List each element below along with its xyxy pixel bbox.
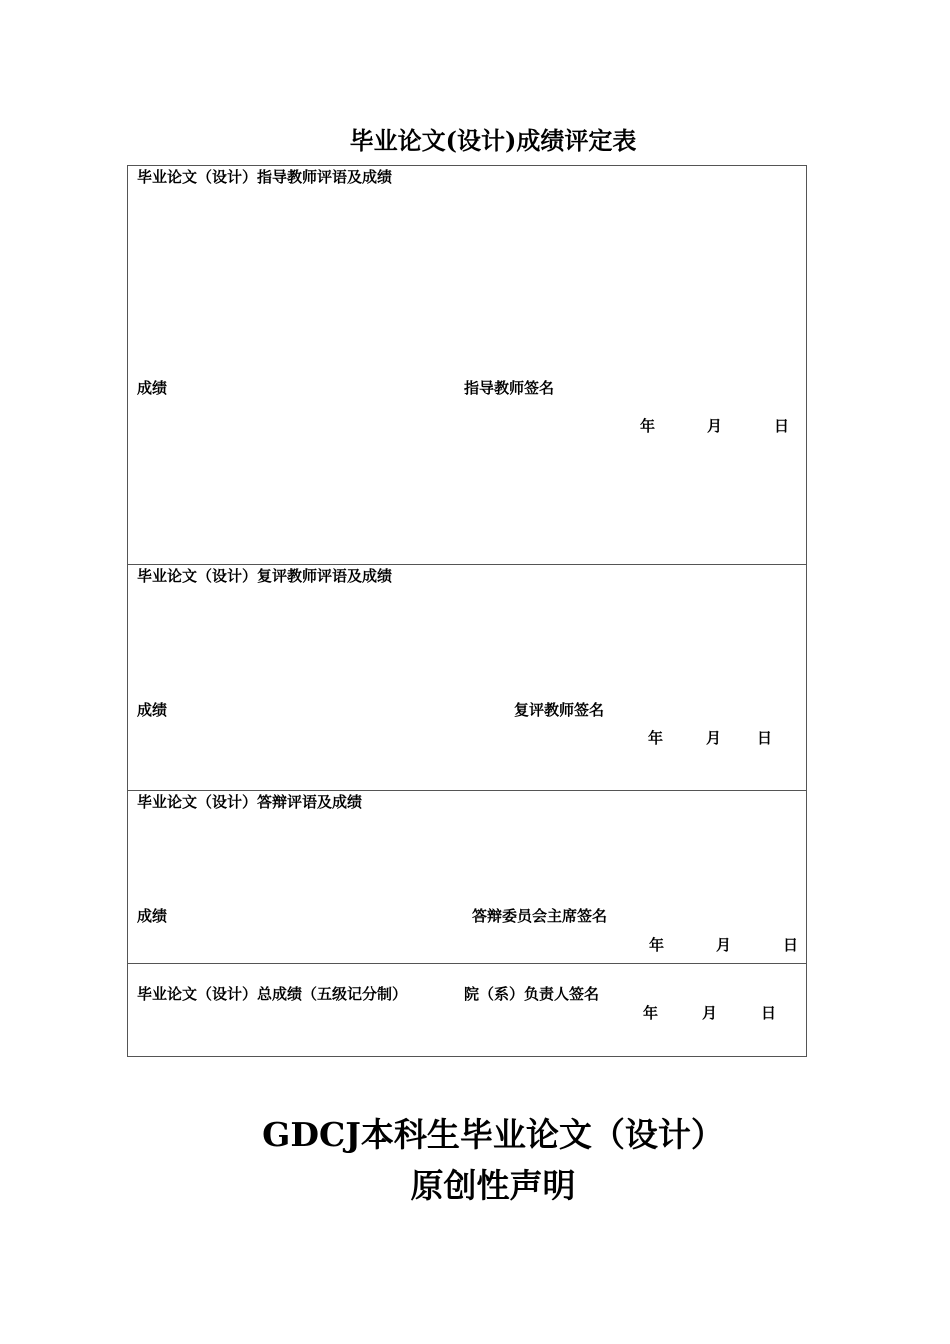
- advisor-signature-label: 指导教师签名: [464, 379, 555, 397]
- reviewer-year-label: 年: [648, 729, 664, 747]
- reviewer-grade-label: 成绩: [137, 701, 168, 719]
- reviewer-signature-label: 复评教师签名: [514, 701, 605, 719]
- defense-grade-label: 成绩: [137, 907, 168, 925]
- declaration-subtitle: 原创性声明: [410, 1166, 576, 1205]
- declaration-title: GDCJ本科生毕业论文（设计）: [262, 1115, 724, 1154]
- advisor-grade-label: 成绩: [137, 379, 168, 397]
- defense-heading: 毕业论文（设计）答辩评语及成绩: [137, 793, 363, 811]
- page-title: 毕业论文(设计)成绩评定表: [349, 126, 637, 155]
- advisor-day-label: 日: [774, 417, 790, 435]
- advisor-month-label: 月: [707, 417, 723, 435]
- defense-year-label: 年: [649, 936, 665, 954]
- defense-day-label: 日: [783, 936, 799, 954]
- reviewer-month-label: 月: [706, 729, 722, 747]
- defense-month-label: 月: [716, 936, 732, 954]
- total-day-label: 日: [761, 1004, 777, 1022]
- grade-evaluation-form: [127, 165, 807, 1057]
- total-section: [128, 964, 806, 1056]
- reviewer-section: [128, 565, 806, 791]
- advisor-year-label: 年: [640, 417, 656, 435]
- defense-signature-label: 答辩委员会主席签名: [472, 907, 608, 925]
- advisor-section: [128, 166, 806, 565]
- reviewer-heading: 毕业论文（设计）复评教师评语及成绩: [137, 567, 393, 585]
- total-year-label: 年: [643, 1004, 659, 1022]
- total-month-label: 月: [702, 1004, 718, 1022]
- advisor-heading: 毕业论文（设计）指导教师评语及成绩: [137, 168, 393, 186]
- total-signature-label: 院（系）负责人签名: [464, 985, 600, 1003]
- reviewer-day-label: 日: [757, 729, 773, 747]
- total-heading: 毕业论文（设计）总成绩（五级记分制）: [137, 985, 408, 1003]
- defense-section: [128, 791, 806, 964]
